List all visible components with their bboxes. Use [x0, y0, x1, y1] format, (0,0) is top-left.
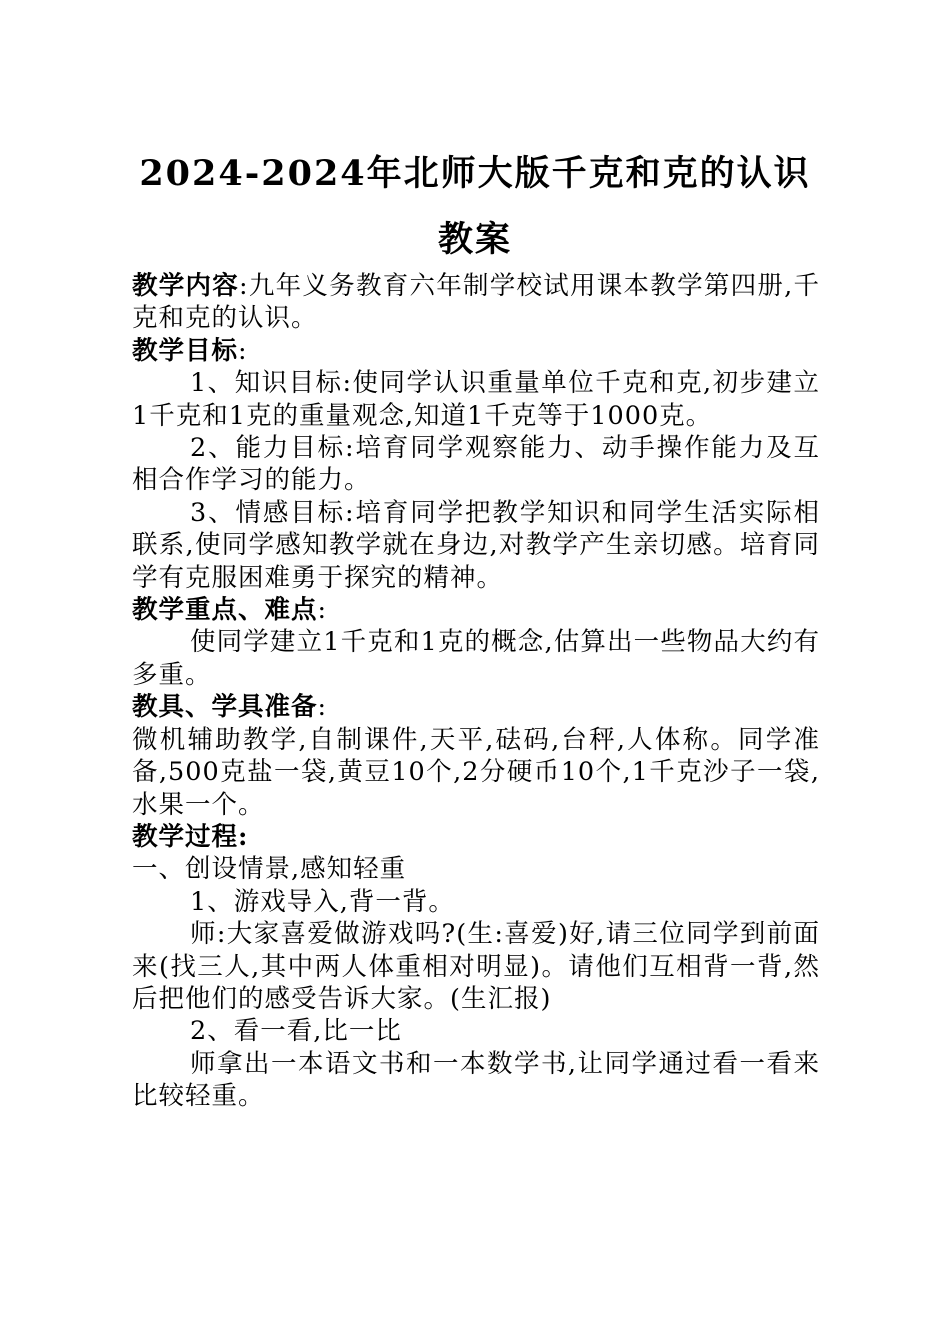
- tools-heading: 教具、学具准备: [132, 692, 318, 723]
- goals-colon: :: [238, 335, 248, 366]
- step-one-heading: 一、创设情景,感知轻重: [132, 854, 407, 885]
- step-one-sub1-text: 师:大家喜爱做游戏吗?(生:喜爱)好,请三位同学到前面来(找三人,其中两人体重相对明显)。请他们互相背一背,然后把他们的感受告诉大家。(生汇报): [132, 919, 820, 1014]
- key-heading-line: [132, 594, 820, 626]
- document-body: [132, 270, 820, 1113]
- tools-colon: :: [317, 692, 328, 723]
- tools-heading-line: [132, 691, 820, 723]
- content-paragraph: [132, 270, 820, 335]
- step-one-sub2-text: 师拿出一本语文书和一本数学书,让同学通过看一看来比较轻重。: [132, 1048, 820, 1112]
- goals-heading: 教学目标: [132, 335, 239, 366]
- goal-ability: 2、能力目标:培育同学观察能力、动手操作能力及互相合作学习的能力。: [132, 433, 820, 496]
- process-heading: 教学过程:: [132, 821, 249, 852]
- document-title-line1: 2024-2024年北师大版千克和克的认识: [139, 153, 811, 194]
- goal-knowledge: 1、知识目标:使同学认识重量单位千克和克,初步建立1千克和1克的重量观念,知道1千克等于1000克。: [132, 368, 820, 431]
- content-text: :九年义务教育六年制学校试用课本教学第四册,千克和克的认识。: [132, 271, 820, 334]
- key-text: 使同学建立1千克和1克的概念,估算出一些物品大约有多重。: [132, 627, 820, 690]
- content-heading: 教学内容: [132, 271, 240, 301]
- key-colon: :: [317, 595, 328, 626]
- goals-heading-line: [132, 335, 820, 367]
- key-heading: 教学重点、难点: [132, 595, 318, 626]
- document-title-line2: 教案: [437, 219, 512, 260]
- step-one-sub1-heading: 1、游戏导入,背一背。: [190, 886, 455, 917]
- step-one-sub2-heading: 2、看一看,比一比: [190, 1016, 402, 1047]
- goal-emotion: 3、情感目标:培育同学把教学知识和同学生活实际相联系,使同学感知教学就在身边,对教学产生亲切感。培育同学有克服困难勇于探究的精神。: [132, 497, 820, 593]
- tools-text: 微机辅助教学,自制课件,天平,砝码,台秤,人体称。同学准备,500克盐一袋,黄豆10个,2分硬币10个,1千克沙子一袋,水果一个。: [132, 724, 820, 820]
